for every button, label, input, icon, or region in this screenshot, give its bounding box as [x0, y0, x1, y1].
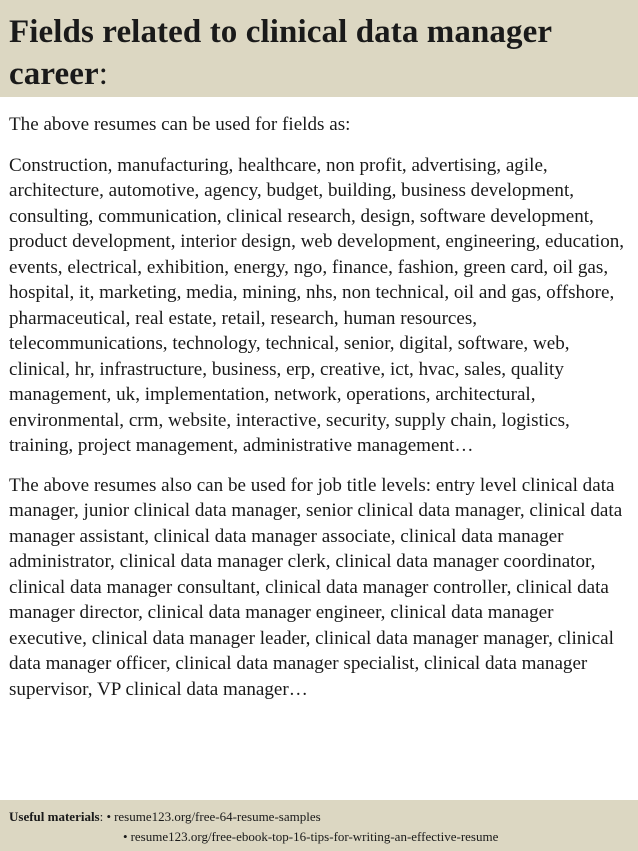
- footer-banner: [0, 800, 638, 851]
- page-title: [9, 11, 638, 95]
- footer-row-2: [123, 827, 498, 847]
- intro-text: The above resumes can be used for fields as:: [9, 114, 351, 135]
- useful-materials-label: Useful materials: [9, 809, 100, 824]
- footer-row-1: [9, 807, 321, 827]
- job-levels-list: The above resumes also can be used for job title levels: entry level clinical data manager, junior clinical data manager, senior clinical data manager, clinical data manager assistant, clinical data manager associate, clinical data manager administrator, clinical data manager clerk, clinical data manager coordinator, clinical data manager consultant, clinical data manager controller, clinical data manager director, clinical data manager engineer, clinical data manager executive, clinical data manager leader, clinical data manager manager, clinical data manager officer, clinical data manager specialist, clinical data manager supervisor, VP clinical data manager…: [9, 474, 623, 700]
- footer-link[interactable]: resume123.org/free-ebook-top-16-tips-for-writing-an-effective-resume: [130, 829, 499, 844]
- main-content: [9, 112, 631, 702]
- fields-list: Construction, manufacturing, healthcare, non profit, advertising, agile, architecture, automotive, agency, budget, building, business development, consulting, communication, clinical research, design, software development, product development, interior design, web development, engineering, education, events, electrical, exhibition, energy, ngo, finance, fashion, green card, oil gas, hospital, it, marketing, media, mining, nhs, non technical, oil and gas, offshore, pharmaceutical, real estate, retail, research, human resources, telecommunications, technology, technical, senior, digital, software, web, clinical, hr, infrastructure, business, erp, creative, ict, hvac, sales, quality management, uk, implementation, network, operations, architectural, environmental, crm, website, interactive, security, supply chain, logistics, training, project management, administrative management…: [9, 154, 625, 456]
- useful-materials-separator: :: [99, 809, 104, 824]
- title-banner: [0, 0, 638, 97]
- footer-link[interactable]: resume123.org/free-64-resume-samples: [114, 809, 321, 824]
- bullet-icon: •: [123, 829, 128, 844]
- bullet-icon: •: [106, 809, 112, 824]
- page-title-colon: :: [98, 56, 109, 92]
- page-title-text: Fields related to clinical data manager career: [9, 14, 552, 92]
